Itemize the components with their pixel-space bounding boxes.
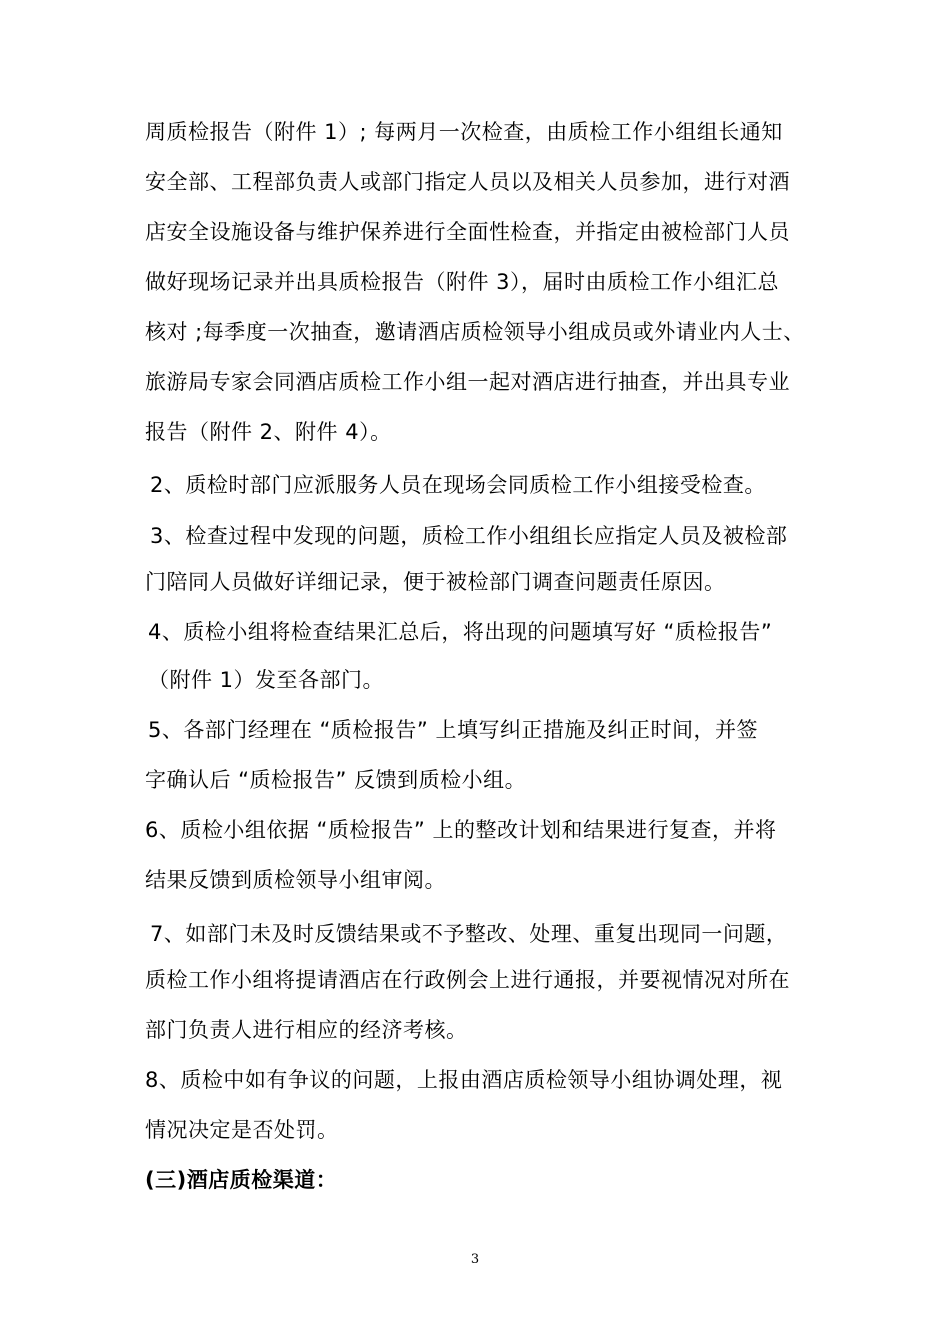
paragraph-line: 门陪同人员做好详细记录，便于被检部门调查问题责任原因。 (145, 570, 726, 594)
paragraph-line: 3、检查过程中发现的问题，质检工作小组组长应指定人员及被检部 (150, 524, 788, 548)
paragraph-line: 部门负责人进行相应的经济考核。 (145, 1018, 468, 1042)
paragraph-line: 4、质检小组将检查结果汇总后，将出现的问题填写好 “质检报告” (148, 620, 773, 644)
paragraph-line: 做好现场记录并出具质检报告（附件 3），届时由质检工作小组汇总 (145, 270, 780, 294)
paragraph-line: 8、质检中如有争议的问题，上报由酒店质检领导小组协调处理，视 (145, 1068, 783, 1092)
paragraph-line: 旅游局专家会同酒店质检工作小组一起对酒店进行抽查，并出具专业 (145, 370, 790, 394)
paragraph-line: 5、各部门经理在 “质检报告” 上填写纠正措施及纠正时间，并签 (148, 718, 758, 742)
paragraph-line: 店安全设施设备与维护保养进行全面性检查，并指定由被检部门人员 (145, 220, 790, 244)
paragraph-line: 6、质检小组依据 “质检报告” 上的整改计划和结果进行复查，并将 (145, 818, 777, 842)
paragraph-line: 2、质检时部门应派服务人员在现场会同质检工作小组接受检查。 (150, 473, 766, 497)
paragraph-line: 报告（附件 2、附件 4）。 (145, 420, 392, 444)
paragraph-line: 字确认后 “质检报告” 反馈到质检小组。 (145, 768, 527, 792)
section-heading: (三)酒店质检渠道： (145, 1168, 338, 1192)
paragraph-line: 周质检报告（附件 1）; 每两月一次检查，由质检工作小组组长通知 (145, 120, 783, 144)
paragraph-line: 结果反馈到质检领导小组审阅。 (145, 868, 446, 892)
paragraph-line: 质检工作小组将提请酒店在行政例会上进行通报，并要视情况对所在 (145, 968, 790, 992)
paragraph-line: 情况决定是否处罚。 (145, 1118, 339, 1142)
paragraph-line: 7、如部门未及时反馈结果或不予整改、处理、重复出现同一问题， (150, 922, 788, 946)
page-number: 3 (470, 1252, 480, 1267)
paragraph-line: 安全部、工程部负责人或部门指定人员以及相关人员参加，进行对酒 (145, 170, 790, 194)
paragraph-line: 核对 ;每季度一次抽查，邀请酒店质检领导小组成员或外请业内人士、 (145, 320, 805, 344)
paragraph-line: （附件 1）发至各部门。 (148, 668, 385, 692)
